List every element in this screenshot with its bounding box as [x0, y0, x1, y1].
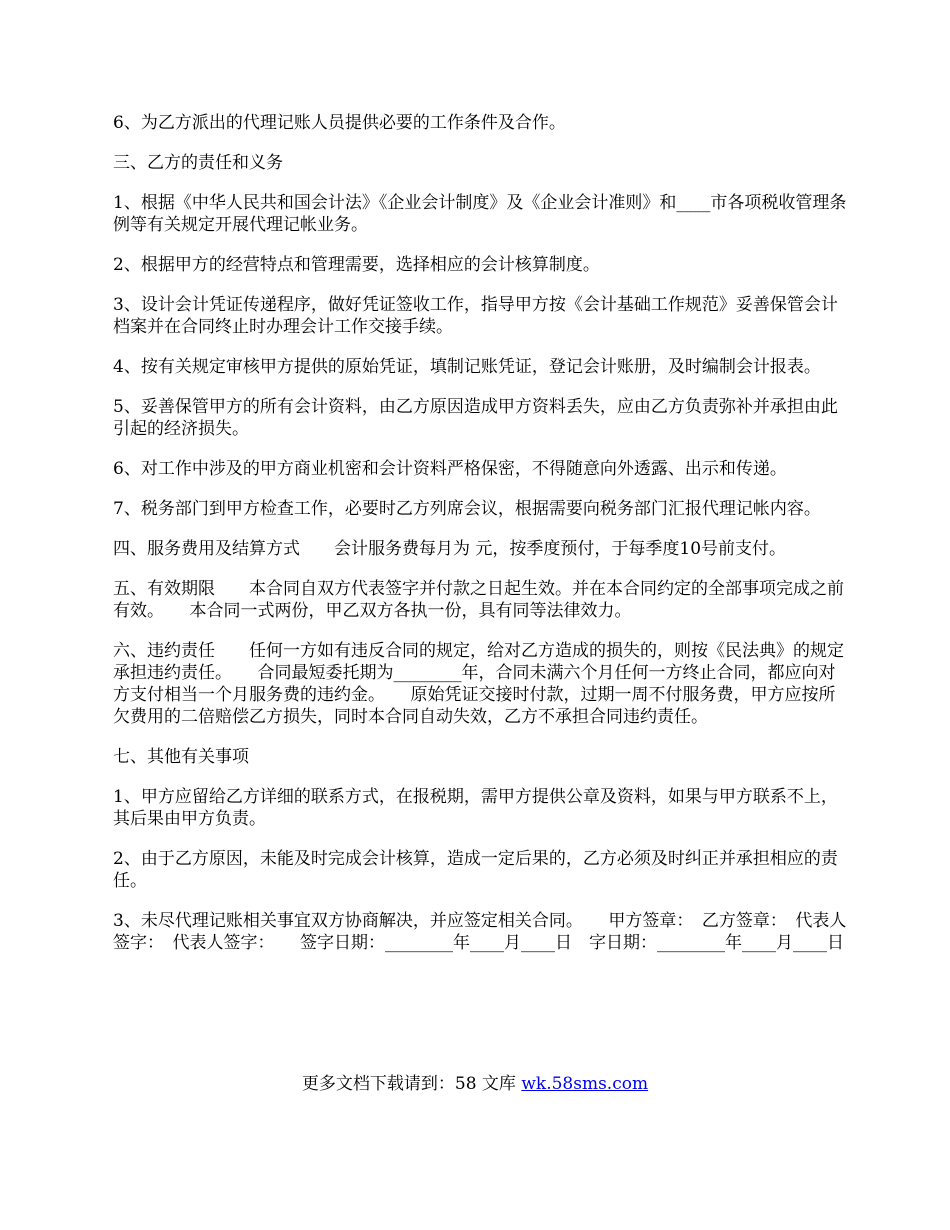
section-validity: 五、有效期限 本合同自双方代表签字并付款之日起生效。并在本合同约定的全部事项完成之前有效。 本合同一式两份，甲乙双方各执一份，具有同等法律效力。: [113, 579, 844, 621]
paragraph-party-b-duty-1: 1、根据《中华人民共和国会计法》《企业会计制度》及《企业会计准则》和____市各项税收管理条例等有关规定开展代理记帐业务。: [113, 193, 847, 235]
paragraph-party-b-duty-3: 3、设计会计凭证传递程序，做好凭证签收工作，指导甲方按《会计基础工作规范》妥善保管会计档案并在合同终止时办理会计工作交接手续。: [113, 295, 838, 337]
section-heading-other: 七、其他有关事项: [113, 747, 249, 767]
footer-text: 更多文档下载请到：58 文库: [301, 1074, 522, 1094]
section-service-fee: 四、服务费用及结算方式 会计服务费每月为 元，按季度预付，于每季度10号前支付。: [113, 539, 787, 559]
paragraph-party-b-duty-4: 4、按有关规定审核甲方提供的原始凭证，填制记账凭证，登记会计账册，及时编制会计报表。: [113, 357, 821, 377]
paragraph-party-b-duty-5: 5、妥善保管甲方的所有会计资料，由乙方原因造成甲方资料丢失，应由乙方负责弥补并承担由此引起的经济损失。: [113, 397, 838, 439]
document-body: [113, 112, 848, 972]
paragraph-other-1: 1、甲方应留给乙方详细的联系方式，在报税期，需甲方提供公章及资料，如果与甲方联系不上，其后果由甲方负责。: [113, 787, 838, 829]
footer-link[interactable]: wk.58sms.com: [521, 1074, 649, 1094]
section-heading-party-b: 三、乙方的责任和义务: [113, 153, 283, 173]
paragraph-party-b-duty-2: 2、根据甲方的经营特点和管理需要，选择相应的会计核算制度。: [113, 255, 600, 275]
paragraph-party-b-duty-7: 7、税务部门到甲方检查工作，必要时乙方列席会议，根据需要向税务部门汇报代理记帐内容。: [113, 499, 821, 519]
paragraph-party-b-duty-6: 6、对工作中涉及的甲方商业机密和会计资料严格保密，不得随意向外透露、出示和传递。: [113, 459, 787, 479]
paragraph-other-3-signatures: 3、未尽代理记账相关事宜双方协商解决，并应签定相关合同。 甲方签章： 乙方签章： 代表人签字： 代表人签字： 签字日期：________年____月____日 字日期：________年____月____日: [113, 911, 847, 953]
paragraph-party-a-duty-6: 6、为乙方派出的代理记账人员提供必要的工作条件及合作。: [113, 113, 566, 133]
section-breach: 六、违约责任 任何一方如有违反合同的规定，给对乙方造成的损失的，则按《民法典》的规定承担违约责任。 合同最短委托期为________年，合同未满六个月任何一方终止合同，都应向对方支付相当一个月服务费的违约金。 原始凭证交接时付款，过期一周不付服务费，甲方应按所欠费用的二倍赔偿乙方损失，同时本合同自动失效，乙方不承担合同违约责任。: [113, 641, 844, 727]
page-footer: [0, 1073, 950, 1095]
paragraph-other-2: 2、由于乙方原因，未能及时完成会计核算，造成一定后果的，乙方必须及时纠正并承担相应的责任。: [113, 849, 838, 891]
